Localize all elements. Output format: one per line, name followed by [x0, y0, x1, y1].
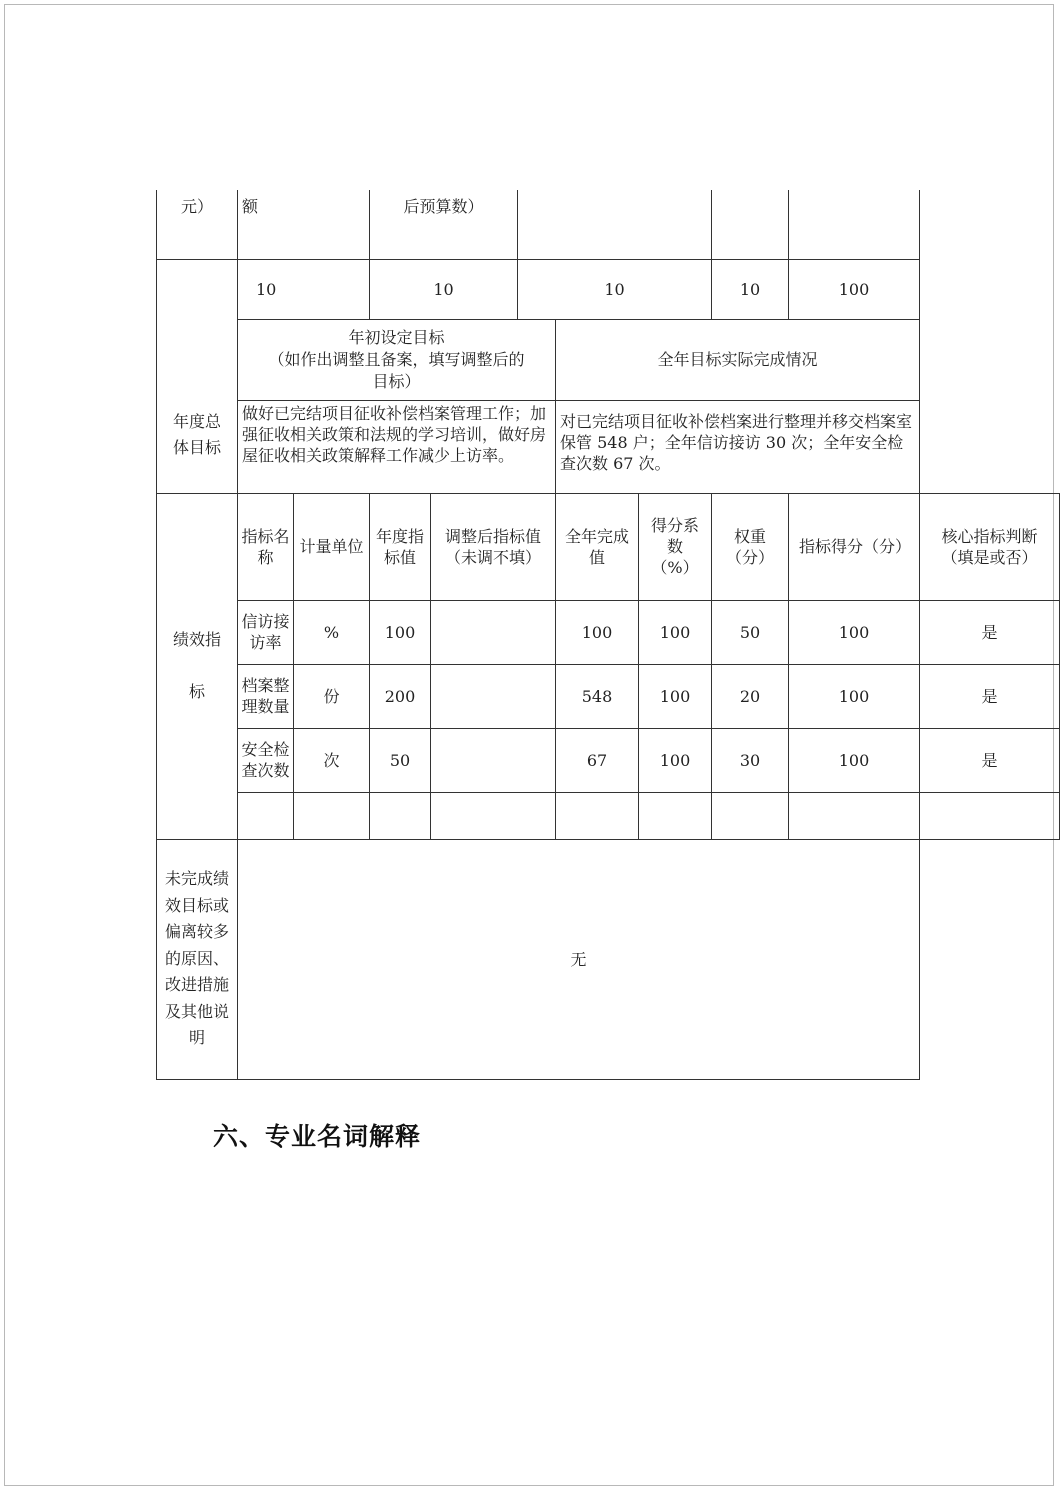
budget-col-adjusted: 后预算数） [370, 190, 518, 259]
explanation-value: 无 [238, 839, 920, 1079]
indicator-target: 200 [370, 664, 431, 728]
empty-cell [238, 792, 294, 839]
indicator-weight: 30 [712, 728, 789, 792]
indicator-unit: 份 [294, 664, 370, 728]
empty-cell [431, 792, 556, 839]
empty-cell [789, 792, 920, 839]
annual-goal-set-text: 做好已完结项目征收补偿档案管理工作；加强征收相关政策和法规的学习培训，做好房屋征收相关政策解释工作减少上访率。 [238, 400, 556, 493]
empty-cell [920, 792, 1060, 839]
indicator-score: 100 [789, 664, 920, 728]
indicator-weight: 50 [712, 600, 789, 664]
annual-goal-label-2: 体目标 [172, 438, 221, 457]
budget-value: 10 [238, 259, 370, 319]
budget-empty-cell [789, 190, 920, 259]
section-title: 六、专业名词解释 [213, 1122, 422, 1151]
indicator-actual: 100 [556, 600, 639, 664]
indicator-core: 是 [920, 664, 1060, 728]
indicator-header: 全年完成值 [556, 493, 639, 600]
indicators-label-1: 绩效指 [172, 630, 221, 649]
indicator-core: 是 [920, 600, 1060, 664]
indicator-header: 权重（分） [712, 493, 789, 600]
budget-side-label: 元） [157, 190, 238, 259]
empty-cell [712, 792, 789, 839]
indicator-adjusted [431, 664, 556, 728]
budget-col-label: 额 [238, 190, 370, 259]
indicator-coef: 100 [639, 600, 712, 664]
indicator-unit: 次 [294, 728, 370, 792]
indicator-name: 信访接访率 [238, 600, 294, 664]
annual-goal-header-set: 年初设定目标 （如作出调整且备案，填写调整后的 目标） [238, 319, 556, 400]
indicator-header: 计量单位 [294, 493, 370, 600]
indicators-side-label [157, 493, 238, 839]
budget-empty-cell [518, 190, 712, 259]
empty-cell [556, 792, 639, 839]
indicator-weight: 20 [712, 664, 789, 728]
indicator-header: 得分系数（%） [639, 493, 712, 600]
table-row [157, 664, 1060, 728]
indicator-target: 50 [370, 728, 431, 792]
annual-goal-label-1: 年度总 [172, 412, 221, 431]
indicator-actual: 67 [556, 728, 639, 792]
table-row [157, 792, 1060, 839]
budget-value: 10 [518, 259, 712, 319]
indicator-header: 年度指标值 [370, 493, 431, 600]
indicator-name: 档案整理数量 [238, 664, 294, 728]
annual-goal-header-actual: 全年目标实际完成情况 [556, 319, 920, 400]
budget-value: 10 [370, 259, 518, 319]
budget-value: 10 [712, 259, 789, 319]
annual-goal-actual-text: 对已完结项目征收补偿档案进行整理并移交档案室保管 548 户；全年信访接访 30 次；全年安全检查次数 67 次。 [556, 400, 920, 493]
budget-empty-cell [712, 190, 789, 259]
budget-value: 100 [789, 259, 920, 319]
indicators-label-2: 标 [188, 682, 205, 701]
table-row [157, 728, 1060, 792]
empty-cell [639, 792, 712, 839]
indicator-unit: % [294, 600, 370, 664]
table-row [157, 600, 1060, 664]
indicator-coef: 100 [639, 728, 712, 792]
indicator-header: 指标名称 [238, 493, 294, 600]
indicator-header: 核心指标判断（填是或否） [920, 493, 1060, 600]
explanation-label: 未完成绩效目标或偏离较多的原因、改进措施及其他说明 [157, 839, 238, 1079]
indicator-actual: 548 [556, 664, 639, 728]
indicator-header: 调整后指标值（未调不填） [431, 493, 556, 600]
empty-cell [370, 792, 431, 839]
indicator-name: 安全检查次数 [238, 728, 294, 792]
indicator-adjusted [431, 728, 556, 792]
empty-cell [294, 792, 370, 839]
indicator-score: 100 [789, 728, 920, 792]
performance-table [156, 190, 1060, 1080]
indicator-header: 指标得分（分） [789, 493, 920, 600]
annual-goal-side-label [157, 259, 238, 493]
indicator-score: 100 [789, 600, 920, 664]
indicator-core: 是 [920, 728, 1060, 792]
indicator-target: 100 [370, 600, 431, 664]
indicator-coef: 100 [639, 664, 712, 728]
indicator-adjusted [431, 600, 556, 664]
